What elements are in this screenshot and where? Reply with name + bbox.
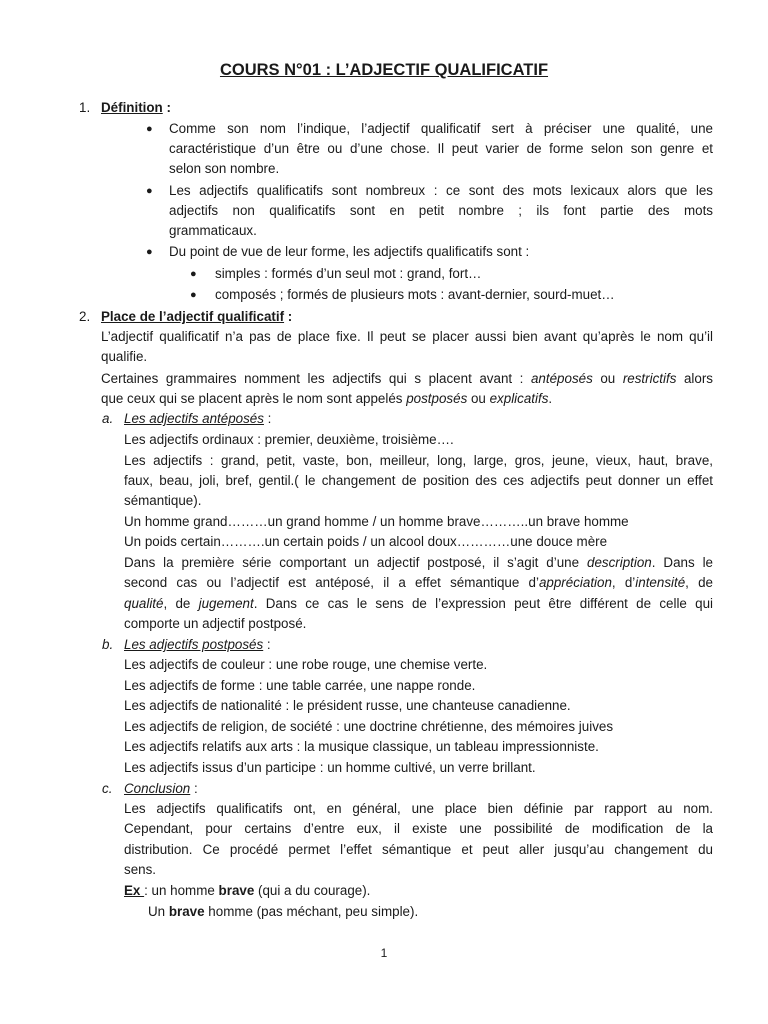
subsection-heading — [124, 779, 198, 799]
text-run: , de — [685, 575, 713, 590]
example-line — [148, 902, 418, 922]
sub-bullet-text: simples : formés d’un seul mot : grand, fort… — [215, 266, 482, 281]
bullet-text: Du point de vue de leur forme, les adjectifs qualificatifs sont : — [169, 244, 530, 259]
bullet-text: Les adjectifs qualificatifs sont nombreux : ce sont des mots lexicaux alors que les — [169, 183, 713, 198]
text-run: Un — [148, 904, 169, 919]
example-line — [124, 881, 370, 901]
example-line: Un poids certain……….un certain poids / un alcool doux…………une douce mère — [124, 534, 608, 549]
example-line: Un homme grand………un grand homme / un homme brave………..un brave homme — [124, 514, 629, 529]
list-item: Les adjectifs de religion, de société : une doctrine chrétienne, des mémoires juives — [124, 719, 614, 734]
heading-colon: : — [284, 309, 293, 324]
list-item: Les adjectifs de forme : une table carrée, une nappe ronde. — [124, 678, 476, 693]
text-run: Dans la première série comportant un adjectif postposé, il s’agit d’une — [124, 555, 587, 570]
paragraph-line: Les adjectifs qualificatifs ont, en général, une place bien définie par rapport au nom. — [124, 801, 713, 816]
heading-colon: : — [263, 637, 271, 652]
paragraph-line — [124, 594, 713, 614]
subsection-heading-text: Conclusion — [124, 781, 191, 796]
paragraph-line — [101, 389, 552, 409]
bullet-text: adjectifs non qualificatifs sont en petit nombre ; ils font partie des mots — [169, 203, 713, 218]
bold-term: brave — [168, 904, 205, 919]
italic-term: appréciation — [538, 575, 612, 590]
list-item: Les adjectifs relatifs aux arts : la musique classique, un tableau impressionniste. — [124, 739, 599, 754]
subsection-heading — [124, 409, 271, 429]
text-run: ou — [467, 391, 490, 406]
sub-bullet-text: composés ; formés de plusieurs mots : avant-dernier, sourd-muet… — [215, 287, 615, 302]
subsection-label: c. — [102, 781, 113, 796]
page-number: 1 — [380, 946, 388, 960]
list-item: Les adjectifs issus d’un participe : un homme cultivé, un verre brillant. — [124, 760, 536, 775]
paragraph-line — [124, 573, 713, 593]
page-title: COURS N°01 : L’ADJECTIF QUALIFICATIF — [219, 61, 549, 79]
text-run: , d’ — [611, 575, 636, 590]
paragraph-line — [101, 369, 713, 389]
paragraph-line: L’adjectif qualificatif n’a pas de place fixe. Il peut se placer aussi bien avant qu’après le nom qu’il — [101, 329, 713, 344]
heading-colon: : — [190, 781, 198, 796]
text-run: . Dans le — [651, 555, 714, 570]
paragraph-line — [124, 553, 713, 573]
section-heading — [101, 98, 171, 118]
subsection-heading-text: Les adjectifs antéposés — [124, 411, 264, 426]
text-run: homme (pas méchant, peu simple). — [204, 904, 419, 919]
text-run: , de — [163, 596, 199, 611]
list-item: Les adjectifs de couleur : une robe rouge, une chemise verte. — [124, 657, 488, 672]
list-item: Les adjectifs de nationalité : le président russe, une chanteuse canadienne. — [124, 698, 571, 713]
italic-term: restrictifs — [622, 371, 677, 386]
text-run: alors — [676, 371, 714, 386]
section-heading-text: Définition — [101, 100, 163, 115]
paragraph-line: sens. — [124, 862, 157, 877]
italic-term: intensité — [635, 575, 686, 590]
subsection-heading — [124, 635, 271, 655]
example-label: Ex — [124, 883, 145, 898]
bullet-text: caractéristique d’un être ou d’une chose. Il peut varier de forme selon son genre et — [169, 141, 713, 156]
heading-colon: : — [263, 411, 272, 426]
italic-term: jugement — [198, 596, 254, 611]
text-run: ou — [592, 371, 623, 386]
paragraph-line: faux, beau, joli, bref, gentil.( le changement de position des ces adjectifs peut donner un effet — [124, 473, 713, 488]
paragraph-line: qualifie. — [101, 349, 148, 364]
bullet-text: selon son nombre. — [169, 161, 280, 176]
text-run: . — [548, 391, 553, 406]
bullet-icon: ● — [190, 268, 197, 280]
section-number: 2. — [79, 309, 91, 324]
text-run: (qui a du courage). — [254, 883, 371, 898]
paragraph-line: Cependant, pour certains d’entre eux, il existe une possibilité de modification de la — [124, 821, 713, 836]
subsection-heading-text: Les adjectifs postposés — [124, 637, 264, 652]
italic-term: description — [587, 555, 652, 570]
bullet-icon: ● — [146, 123, 153, 135]
bullet-icon: ● — [190, 289, 197, 301]
italic-term: qualité — [124, 596, 164, 611]
italic-term: antéposés — [530, 371, 593, 386]
bold-term: brave — [218, 883, 255, 898]
italic-term: explicatifs — [489, 391, 549, 406]
subsection-label: b. — [102, 637, 114, 652]
section-number: 1. — [79, 100, 91, 115]
text-run: second cas ou l’adjectif est antéposé, il a effet sémantique d’ — [124, 575, 539, 590]
section-heading-text: Place de l’adjectif qualificatif — [101, 309, 285, 324]
paragraph-line: distribution. Ce procédé permet l’effet sémantique et peut aller jusqu’au changement du — [124, 842, 713, 857]
bullet-icon: ● — [146, 185, 153, 197]
bullet-icon: ● — [146, 246, 153, 258]
section-heading — [101, 307, 292, 327]
text-run: . Dans ce cas le sens de l’expression peut être différent de celle qui — [253, 596, 714, 611]
paragraph-line: sémantique). — [124, 493, 202, 508]
paragraph-line: Les adjectifs : grand, petit, vaste, bon, meilleur, long, large, gros, jeune, vieux, haut, brave, — [124, 453, 713, 468]
paragraph-line: comporte un adjectif postposé. — [124, 616, 307, 631]
bullet-text: grammaticaux. — [169, 223, 257, 238]
bullet-text: Comme son nom l’indique, l’adjectif qualificatif sert à préciser une qualité, une — [169, 121, 713, 136]
heading-colon: : — [162, 100, 171, 115]
italic-term: postposés — [406, 391, 468, 406]
subsection-label: a. — [102, 411, 114, 426]
text-run: : un homme — [144, 883, 219, 898]
text-run: Certaines grammaires nomment les adjectifs qui s placent avant : — [101, 371, 531, 386]
text-run: que ceux qui se placent après le nom sont appelés — [101, 391, 407, 406]
paragraph-line: Les adjectifs ordinaux : premier, deuxième, troisième…. — [124, 432, 454, 447]
